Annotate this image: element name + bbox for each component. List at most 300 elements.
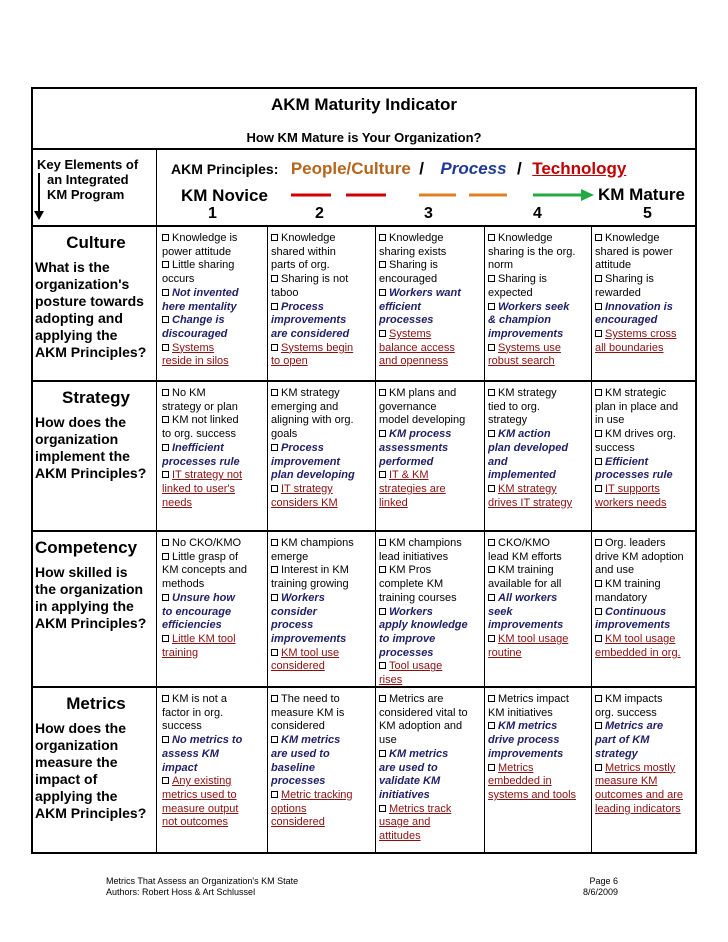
- cell-line: [271, 693, 375, 707]
- cell-line: [162, 287, 266, 301]
- cell-text: Interest in KM: [281, 564, 349, 577]
- cell-line: [488, 592, 592, 606]
- people-culture-label: People/Culture: [290, 159, 411, 178]
- maturity-cell: [162, 693, 266, 830]
- cell-text: outcomes and are: [595, 788, 684, 801]
- cell-text: process: [271, 619, 314, 632]
- checkbox-bullet-icon: [595, 539, 602, 546]
- cell-line: [271, 816, 375, 830]
- checkbox-bullet-icon: [379, 608, 386, 615]
- cell-text: are used to: [379, 761, 438, 774]
- cell-line: [162, 816, 266, 830]
- cell-text: measure KM: [595, 775, 658, 788]
- checkbox-bullet-icon: [488, 566, 495, 573]
- cell-line: [595, 456, 699, 470]
- cell-line: [271, 606, 375, 620]
- cell-text: Systems: [172, 341, 215, 354]
- cell-text: processes rule: [595, 469, 673, 482]
- cell-text: to open: [271, 355, 308, 368]
- checkbox-bullet-icon: [271, 389, 278, 396]
- cell-line: [488, 578, 592, 592]
- checkbox-bullet-icon: [595, 580, 602, 587]
- cell-line: [595, 314, 699, 328]
- row-question-line: How skilled is: [35, 564, 128, 580]
- row-question-line: AKM Principles?: [35, 805, 147, 821]
- cell-text: KM concepts and: [162, 564, 247, 577]
- maturity-cell: [595, 387, 699, 510]
- maturity-cell: [488, 232, 592, 369]
- cell-text: KM champions: [281, 537, 354, 549]
- cell-text: workers needs: [595, 496, 667, 509]
- row-name: Metrics: [66, 694, 126, 713]
- cell-line: [595, 734, 699, 748]
- row-name: Culture: [66, 233, 126, 252]
- level-4: 4: [533, 205, 542, 222]
- cell-line: [595, 428, 699, 442]
- cell-line: [162, 301, 266, 315]
- cell-line: [271, 647, 375, 661]
- cell-text: Innovation is: [605, 300, 673, 313]
- cell-line: [488, 647, 592, 661]
- cell-line: [488, 537, 592, 551]
- cell-line: [379, 674, 483, 688]
- cell-text: KM strategy: [281, 387, 340, 399]
- cell-line: [271, 355, 375, 369]
- checkbox-bullet-icon: [595, 389, 602, 396]
- cell-text: Knowledge: [605, 232, 660, 244]
- checkbox-bullet-icon: [271, 539, 278, 546]
- footer-authors: Authors: Robert Hoss & Art Schlussel: [106, 887, 256, 897]
- cell-text: Any existing: [172, 775, 232, 788]
- cell-line: [271, 401, 375, 415]
- level-3: 3: [424, 205, 433, 222]
- cell-text: metrics used to: [162, 788, 237, 801]
- cell-text: Metrics impact: [498, 693, 569, 705]
- cell-text: The need to: [281, 693, 340, 705]
- row-header-strategy: [35, 389, 157, 482]
- table-subtitle: How KM Mature is Your Organization?: [246, 130, 482, 145]
- cell-line: [379, 401, 483, 415]
- cell-line: [595, 647, 699, 661]
- cell-line: [488, 734, 592, 748]
- cell-text: Systems begin: [281, 341, 354, 354]
- cell-text: KM training: [498, 564, 554, 577]
- cell-text: and openness: [379, 355, 449, 368]
- checkbox-bullet-icon: [488, 485, 495, 492]
- cell-text: Sharing is: [389, 259, 438, 272]
- cell-line: [595, 442, 699, 456]
- cell-text: Knowledge: [281, 232, 336, 244]
- cell-text: and: [488, 455, 508, 468]
- cell-line: [488, 619, 592, 633]
- principles-line: [171, 159, 626, 179]
- cell-line: [379, 564, 483, 578]
- cell-text: improvements: [488, 747, 564, 760]
- cell-text: options: [271, 802, 307, 815]
- cell-line: [595, 789, 699, 803]
- cell-line: [271, 748, 375, 762]
- cell-text: plan in place and: [595, 400, 679, 413]
- cell-line: [271, 428, 375, 442]
- cell-text: methods: [162, 578, 205, 591]
- row-question-line: How does the: [35, 720, 127, 736]
- checkbox-bullet-icon: [271, 566, 278, 573]
- cell-text: power attitude: [162, 245, 232, 258]
- cell-text: IT & KM: [389, 469, 429, 482]
- cell-text: Change is: [172, 314, 225, 327]
- cell-text: Systems cross: [605, 327, 677, 340]
- cell-line: [162, 537, 266, 551]
- cell-text: strategy or plan: [162, 400, 238, 413]
- cell-text: baseline: [271, 761, 316, 774]
- cell-line: [595, 578, 699, 592]
- cell-text: No metrics to: [172, 734, 243, 747]
- cell-text: KM tool usage: [605, 632, 676, 645]
- cell-line: [379, 551, 483, 565]
- cell-line: [488, 355, 592, 369]
- checkbox-bullet-icon: [162, 777, 169, 784]
- level-5: 5: [643, 205, 652, 222]
- cell-text: discouraged: [162, 327, 228, 340]
- cell-text: Continuous: [605, 605, 667, 618]
- cell-text: are considered: [271, 327, 350, 340]
- cell-text: KM tool usage: [498, 632, 569, 645]
- cell-text: assessments: [379, 441, 449, 454]
- cell-text: sharing is the org.: [488, 245, 576, 258]
- maturity-cell: [271, 537, 375, 674]
- cell-text: considers KM: [271, 496, 338, 509]
- checkbox-bullet-icon: [271, 344, 278, 351]
- maturity-cell: [488, 537, 592, 660]
- cell-text: Workers: [281, 591, 325, 604]
- cell-text: reside in silos: [162, 355, 229, 368]
- checkbox-bullet-icon: [488, 234, 495, 241]
- cell-line: [379, 328, 483, 342]
- cell-text: considered vital to: [379, 706, 468, 719]
- cell-text: & champion: [488, 314, 551, 327]
- cell-line: [379, 301, 483, 315]
- row-question-line: adopting and: [35, 310, 123, 326]
- cell-text: KM metrics: [498, 720, 558, 733]
- cell-line: [271, 259, 375, 273]
- row-question-line: applying the: [35, 327, 118, 343]
- cell-text: parts of org.: [271, 259, 330, 272]
- cell-text: Not invented: [172, 286, 239, 299]
- cell-line: [379, 693, 483, 707]
- cell-text: improvements: [271, 314, 347, 327]
- cell-text: success: [595, 441, 635, 454]
- checkbox-bullet-icon: [162, 261, 169, 268]
- cell-text: linked to user's: [162, 482, 236, 495]
- cell-text: use: [379, 734, 397, 747]
- cell-line: [595, 633, 699, 647]
- cell-text: Systems: [389, 327, 432, 340]
- separator: /: [419, 159, 424, 178]
- checkbox-bullet-icon: [271, 791, 278, 798]
- row-divider: [33, 380, 695, 382]
- cell-text: goals: [271, 428, 298, 441]
- cell-line: [379, 720, 483, 734]
- checkbox-bullet-icon: [595, 722, 602, 729]
- checkbox-bullet-icon: [379, 471, 386, 478]
- cell-text: encouraged: [379, 273, 438, 286]
- maturity-cell: [595, 537, 699, 660]
- cell-line: [379, 469, 483, 483]
- row-question-line: AKM Principles?: [35, 615, 147, 631]
- cell-text: embedded in: [488, 775, 552, 788]
- cell-line: [488, 497, 592, 511]
- cell-line: [379, 803, 483, 817]
- cell-text: Metrics track: [389, 802, 452, 815]
- checkbox-bullet-icon: [488, 695, 495, 702]
- cell-line: [488, 469, 592, 483]
- row-name: Strategy: [61, 388, 131, 407]
- cell-text: Sharing is: [605, 273, 654, 286]
- maturity-cell: [162, 232, 266, 369]
- cell-text: impact: [162, 761, 198, 774]
- checkbox-bullet-icon: [379, 750, 386, 757]
- level-2: 2: [315, 205, 324, 222]
- cell-line: [271, 660, 375, 674]
- cell-text: rises: [379, 674, 403, 687]
- cell-line: [379, 387, 483, 401]
- checkbox-bullet-icon: [488, 303, 495, 310]
- maturity-cell: [162, 387, 266, 510]
- cell-line: [595, 762, 699, 776]
- cell-line: [595, 720, 699, 734]
- cell-line: [162, 775, 266, 789]
- cell-text: considered: [271, 816, 325, 829]
- cell-text: KM metrics: [281, 734, 341, 747]
- cell-line: [271, 301, 375, 315]
- cell-text: KM initiatives: [488, 706, 553, 719]
- cell-text: Workers: [389, 605, 433, 618]
- checkbox-bullet-icon: [595, 234, 602, 241]
- cell-line: [379, 734, 483, 748]
- checkbox-bullet-icon: [271, 234, 278, 241]
- cell-text: processes: [271, 775, 326, 788]
- cell-text: to improve: [379, 632, 436, 645]
- cell-text: training growing: [271, 578, 349, 591]
- checkbox-bullet-icon: [488, 344, 495, 351]
- cell-line: [488, 387, 592, 401]
- cell-text: Efficient: [605, 455, 649, 468]
- maturity-cell: [488, 387, 592, 510]
- maturity-cell: [595, 693, 699, 816]
- cell-text: Little grasp of: [172, 550, 239, 563]
- cell-line: [488, 428, 592, 442]
- cell-text: validate KM: [379, 775, 441, 788]
- cell-line: [379, 647, 483, 661]
- footer-doc-title: Metrics That Assess an Organization's KM State: [106, 876, 299, 886]
- checkbox-bullet-icon: [379, 430, 386, 437]
- cell-line: [379, 414, 483, 428]
- cell-text: Knowledge is: [172, 232, 238, 244]
- cell-text: shared is power: [595, 245, 673, 258]
- cell-text: emerge: [271, 550, 309, 563]
- cell-line: [379, 355, 483, 369]
- cell-line: [379, 428, 483, 442]
- cell-line: [162, 606, 266, 620]
- cell-text: Metrics mostly: [605, 761, 676, 774]
- row-question-line: applying the: [35, 788, 118, 804]
- cell-text: leading indicators: [595, 802, 681, 815]
- cell-text: success: [162, 720, 202, 733]
- cell-line: [271, 456, 375, 470]
- cell-text: implemented: [488, 469, 556, 482]
- cell-line: [379, 578, 483, 592]
- cell-text: apply knowledge: [379, 619, 468, 632]
- cell-text: available for all: [488, 578, 562, 591]
- cell-line: [162, 789, 266, 803]
- cell-line: [162, 246, 266, 260]
- cell-line: [595, 246, 699, 260]
- checkbox-bullet-icon: [162, 471, 169, 478]
- cell-text: strategies are: [379, 482, 446, 495]
- cell-text: factor in org.: [162, 706, 224, 719]
- cell-text: KM Pros: [389, 564, 432, 577]
- cell-line: [379, 456, 483, 470]
- cell-text: aligning with org.: [271, 414, 354, 427]
- cell-line: [379, 619, 483, 633]
- cell-line: [488, 633, 592, 647]
- cell-text: Inefficient: [172, 441, 224, 454]
- row-question-line: What is the: [35, 259, 110, 275]
- checkbox-bullet-icon: [488, 430, 495, 437]
- checkbox-bullet-icon: [379, 805, 386, 812]
- cell-line: [271, 469, 375, 483]
- cell-line: [379, 633, 483, 647]
- cell-text: in use: [595, 414, 625, 427]
- cell-line: [595, 287, 699, 301]
- cell-line: [595, 775, 699, 789]
- cell-line: [271, 414, 375, 428]
- separator: /: [517, 159, 522, 178]
- cell-line: [162, 803, 266, 817]
- cell-text: systems and tools: [488, 788, 577, 801]
- row-question-line: AKM Principles?: [35, 344, 147, 360]
- checkbox-bullet-icon: [379, 662, 386, 669]
- checkbox-bullet-icon: [488, 539, 495, 546]
- cell-line: [271, 314, 375, 328]
- cell-text: drive KM adoption: [595, 550, 684, 563]
- cell-text: No CKO/KMO: [172, 537, 242, 549]
- maturity-cell: [379, 693, 483, 844]
- cell-line: [271, 619, 375, 633]
- cell-line: [379, 748, 483, 762]
- cell-text: encouraged: [595, 314, 658, 327]
- cell-line: [162, 578, 266, 592]
- cell-line: [162, 762, 266, 776]
- cell-line: [379, 775, 483, 789]
- cell-line: [379, 232, 483, 246]
- row-question-line: posture towards: [35, 293, 144, 309]
- row-header-competency: [35, 539, 157, 632]
- cell-text: Metric tracking: [281, 788, 353, 801]
- cell-line: [271, 387, 375, 401]
- cell-line: [271, 707, 375, 721]
- cell-text: robust search: [488, 355, 555, 368]
- cell-text: KM drives org.: [605, 428, 676, 441]
- checkbox-bullet-icon: [379, 695, 386, 702]
- cell-line: [271, 633, 375, 647]
- cell-text: attitudes: [379, 830, 421, 843]
- cell-text: No KM: [172, 387, 206, 399]
- cell-text: efficiencies: [162, 619, 222, 632]
- cell-text: training: [162, 646, 199, 659]
- cell-text: improvements: [488, 619, 564, 632]
- cell-line: [162, 314, 266, 328]
- cell-line: [488, 414, 592, 428]
- cell-text: rewarded: [595, 286, 641, 299]
- cell-line: [595, 497, 699, 511]
- cell-text: sharing exists: [379, 245, 447, 258]
- checkbox-bullet-icon: [595, 430, 602, 437]
- cell-text: drives IT strategy: [488, 496, 573, 509]
- cell-line: [595, 401, 699, 415]
- cell-line: [162, 693, 266, 707]
- checkbox-bullet-icon: [162, 539, 169, 546]
- checkbox-bullet-icon: [162, 695, 169, 702]
- maturity-cell: [488, 693, 592, 803]
- cell-text: efficient: [379, 300, 421, 313]
- cell-line: [595, 551, 699, 565]
- checkbox-bullet-icon: [162, 344, 169, 351]
- cell-text: KM strategy: [498, 482, 557, 495]
- cell-line: [271, 232, 375, 246]
- row-question-line: impact of: [35, 771, 98, 787]
- checkbox-bullet-icon: [271, 594, 278, 601]
- checkbox-bullet-icon: [379, 330, 386, 337]
- cell-line: [379, 273, 483, 287]
- cell-line: [271, 578, 375, 592]
- cell-text: to encourage: [162, 605, 232, 618]
- maturity-cell: [595, 232, 699, 355]
- cell-text: KM strategic: [605, 387, 667, 399]
- cell-text: strategy: [488, 414, 528, 427]
- key-elements-label: [37, 157, 138, 202]
- checkbox-bullet-icon: [379, 539, 386, 546]
- cell-line: [379, 497, 483, 511]
- cell-line: [162, 456, 266, 470]
- cell-line: [162, 469, 266, 483]
- checkbox-bullet-icon: [162, 635, 169, 642]
- cell-line: [162, 564, 266, 578]
- technology-label: Technology: [532, 159, 627, 178]
- cell-text: all boundaries: [595, 341, 664, 354]
- cell-line: [271, 287, 375, 301]
- cell-text: Metrics are: [389, 693, 444, 705]
- cell-text: norm: [488, 259, 514, 272]
- checkbox-bullet-icon: [271, 275, 278, 282]
- cell-line: [271, 592, 375, 606]
- cell-text: to org. success: [162, 428, 236, 441]
- cell-text: improvements: [595, 619, 671, 632]
- cell-line: [379, 537, 483, 551]
- row-question-line: AKM Principles?: [35, 465, 147, 481]
- checkbox-bullet-icon: [162, 416, 169, 423]
- cell-line: [595, 483, 699, 497]
- cell-line: [488, 273, 592, 287]
- cell-line: [379, 592, 483, 606]
- cell-line: [271, 551, 375, 565]
- cell-line: [379, 830, 483, 844]
- cell-line: [271, 273, 375, 287]
- column-divider: [484, 226, 485, 852]
- checkbox-bullet-icon: [379, 389, 386, 396]
- cell-text: occurs: [162, 273, 195, 286]
- checkbox-bullet-icon: [162, 736, 169, 743]
